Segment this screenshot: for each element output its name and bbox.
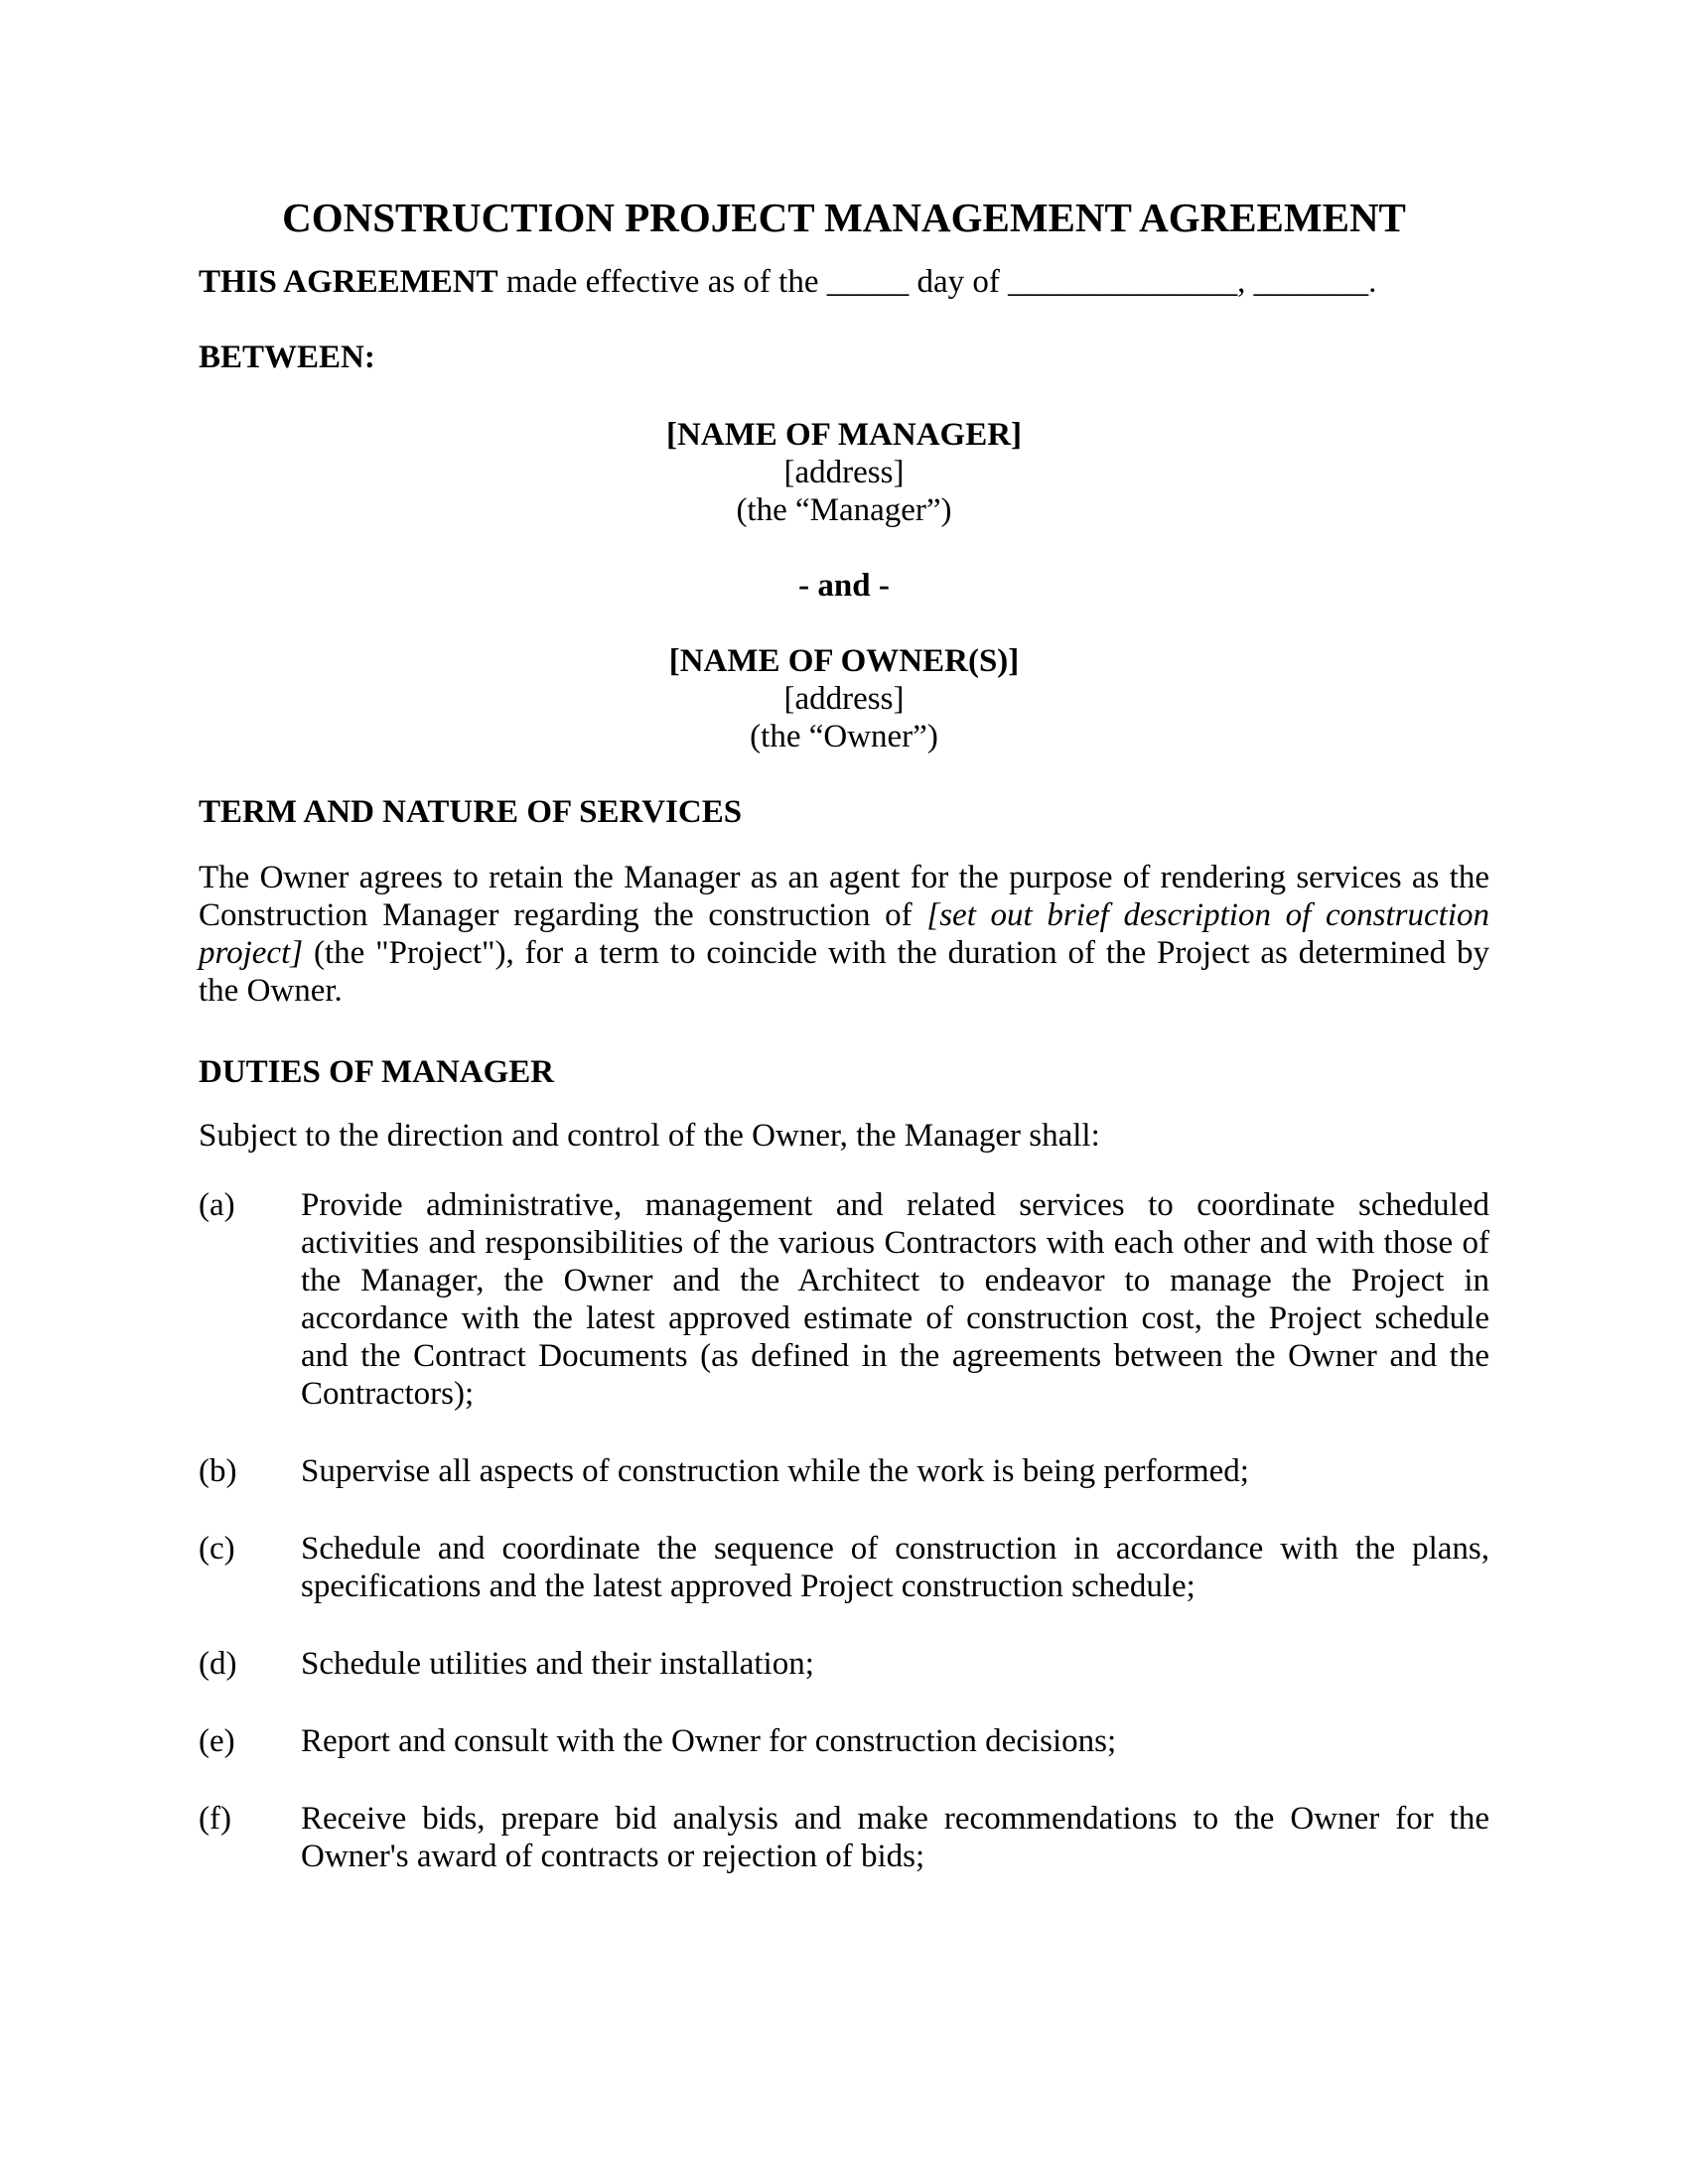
between-label: BETWEEN: [199,340,375,375]
duties-lead-line: Subject to the direction and control of the Owner, the Manager shall: [199,1118,1100,1154]
party-manager-address: [address] [783,455,905,490]
intro-line-rest: made effective as of the _____ day of ______________, _______. [497,264,1377,300]
list-item [199,1186,1489,1413]
list-item [199,1800,1489,1875]
list-item-label: (a) [199,1187,235,1223]
parties-separator: - and - [798,568,890,604]
list-item-label: (c) [199,1531,235,1567]
list-item [199,1645,1489,1683]
list-item [199,1530,1489,1605]
party-manager-alias: (the “Manager”) [736,492,952,528]
list-item-text: Schedule and coordinate the sequence of construction in accordance with the plans, specifications and the latest approved Project construction schedule; [301,1531,1489,1604]
term-section-heading: TERM AND NATURE OF SERVICES [199,794,743,830]
term-section-paragraph [199,859,1489,1010]
party-owner-address: [address] [783,681,905,717]
list-item-label: (f) [199,1801,231,1837]
party-owner-alias: (the “Owner”) [750,719,938,754]
intro-line-bold: THIS AGREEMENT [199,264,498,300]
intro-line [199,263,1489,301]
list-item-label: (d) [199,1646,237,1682]
party-manager-name: [NAME OF MANAGER] [665,417,1023,453]
list-item-text: Report and consult with the Owner for construction decisions; [301,1723,1117,1759]
term-paragraph-italic-placeholder: [set out brief description of construction project] [199,897,1489,971]
page-title: CONSTRUCTION PROJECT MANAGEMENT AGREEMENT [282,195,1406,240]
list-item-text: Receive bids, prepare bid analysis and make recommendations to the Owner for the Owner's award of contracts or rejection of bids; [301,1801,1489,1874]
list-item-text: Schedule utilities and their installation; [301,1646,814,1682]
party-manager-block [199,416,1489,529]
duties-section-heading: DUTIES OF MANAGER [199,1054,555,1090]
party-owner-name: [NAME OF OWNER(S)] [668,643,1020,679]
term-paragraph-text-end: (the "Project"), for a term to coincide with the duration of the Project as determined by the Owner. [199,935,1489,1009]
list-item-label: (e) [199,1723,235,1759]
list-item-text: Provide administrative, management and related services to coordinate scheduled activities and responsibilities of the various Contractors with each other and with those of the Manager, the Owner and the Architect to endeavor to manage the Project in accordance with the latest approved estimate of construction cost, the Project schedule and the Contract Documents (as defined in the agreements between the Owner and the Contractors); [301,1187,1489,1412]
term-paragraph-text: The Owner agrees to retain the Manager as an agent for the purpose of rendering services as the Construction Manager regarding the construction of [199,860,1489,933]
list-item-text: Supervise all aspects of construction while the work is being performed; [301,1453,1249,1489]
list-item [199,1722,1489,1760]
list-item [199,1452,1489,1490]
list-item-label: (b) [199,1453,237,1489]
party-owner-block [199,642,1489,755]
